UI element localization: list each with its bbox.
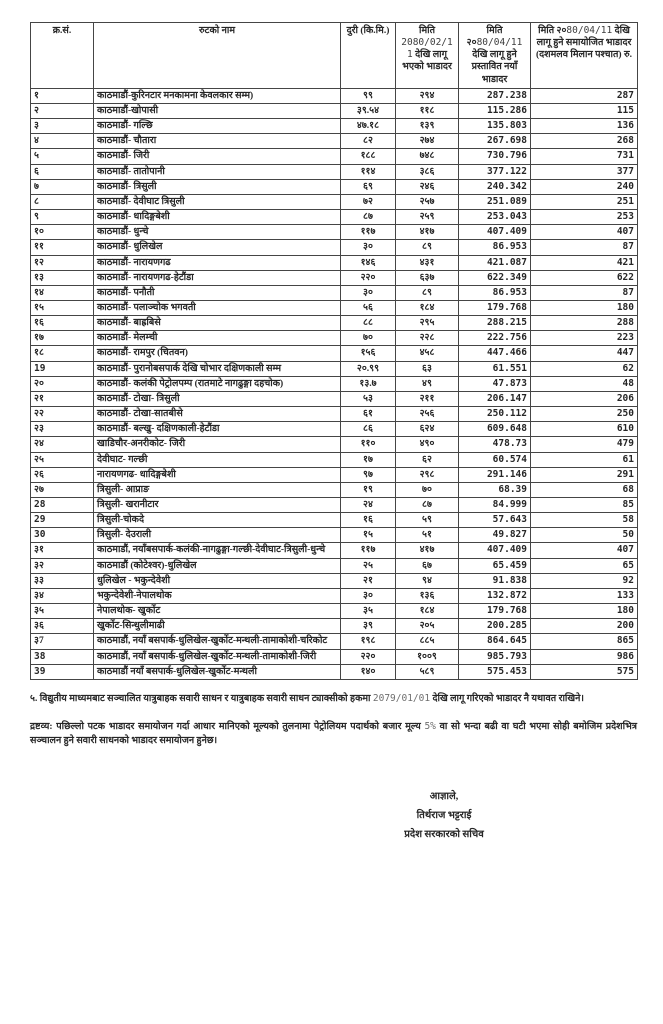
serial-number: ३२ xyxy=(31,558,94,573)
serial-number: २६ xyxy=(31,467,94,482)
serial-number: २४ xyxy=(31,437,94,452)
distance-km: ९९ xyxy=(341,88,396,103)
distance-km: २२० xyxy=(341,649,396,664)
route-name: काठमाडौं- मेलम्ची xyxy=(94,331,341,346)
table-row xyxy=(31,558,638,573)
distance-km: ११७ xyxy=(341,225,396,240)
old-fare: २९४ xyxy=(396,88,459,103)
column-header: क्र.सं. xyxy=(31,23,94,89)
adjusted-fare: 65 xyxy=(531,558,638,573)
proposed-fare: 86.953 xyxy=(459,285,531,300)
serial-number: 19 xyxy=(31,361,94,376)
distance-km: १९ xyxy=(341,482,396,497)
adjusted-fare: 288 xyxy=(531,316,638,331)
adjusted-fare: 133 xyxy=(531,588,638,603)
serial-number: २० xyxy=(31,376,94,391)
proposed-fare: 253.043 xyxy=(459,210,531,225)
old-fare: ३८६ xyxy=(396,164,459,179)
column-header: मिति 2080/02/11 देखि लागू भएको भाडादर xyxy=(396,23,459,89)
serial-number: १४ xyxy=(31,285,94,300)
old-fare: ७४८ xyxy=(396,149,459,164)
footnote-marker: ५. xyxy=(30,693,40,704)
distance-km: ८६ xyxy=(341,422,396,437)
distance-km: ८७ xyxy=(341,210,396,225)
serial-number: 39 xyxy=(31,664,94,679)
fare-table xyxy=(30,22,638,680)
table-row xyxy=(31,452,638,467)
table-row xyxy=(31,346,638,361)
table-row xyxy=(31,88,638,103)
route-name: काठमाडौं- बाह्रबिसे xyxy=(94,316,341,331)
table-row xyxy=(31,498,638,513)
adjusted-fare: 180 xyxy=(531,604,638,619)
table-row xyxy=(31,225,638,240)
adjusted-fare: 61 xyxy=(531,452,638,467)
serial-number: १२ xyxy=(31,255,94,270)
table-row xyxy=(31,240,638,255)
proposed-fare: 609.648 xyxy=(459,422,531,437)
adjusted-fare: 62 xyxy=(531,361,638,376)
proposed-fare: 206.147 xyxy=(459,391,531,406)
route-name: काठमाडौं, नयाँ बसपार्क-धुलिखेल-खुर्कोट-मन्थली-तामाकोशी-जिरी xyxy=(94,649,341,664)
proposed-fare: 575.453 xyxy=(459,664,531,679)
old-fare: ६७ xyxy=(396,558,459,573)
distance-km: ५६ xyxy=(341,300,396,315)
old-fare: ४३१ xyxy=(396,255,459,270)
column-header: रुटको नाम xyxy=(94,23,341,89)
table-row xyxy=(31,179,638,194)
distance-km: १८८ xyxy=(341,149,396,164)
distance-km: ६९ xyxy=(341,179,396,194)
column-header: मिति २०80/04/11 देखि लागू हुने प्रस्तावित नयाँ भाडादर xyxy=(459,23,531,89)
old-fare: ९४ xyxy=(396,573,459,588)
route-name: काठमाडौं- धादिङ्गबेशी xyxy=(94,210,341,225)
table-row xyxy=(31,316,638,331)
adjusted-fare: 206 xyxy=(531,391,638,406)
distance-km: ११० xyxy=(341,437,396,452)
proposed-fare: 291.146 xyxy=(459,467,531,482)
serial-number: २ xyxy=(31,103,94,118)
proposed-fare: 407.409 xyxy=(459,543,531,558)
route-name: काठमाडौं- पनौती xyxy=(94,285,341,300)
old-fare: १८४ xyxy=(396,300,459,315)
table-row xyxy=(31,331,638,346)
distance-km: ९७ xyxy=(341,467,396,482)
route-name: काठमाडौं (कोटेश्वर)-धुलिखेल xyxy=(94,558,341,573)
route-name: काठमाडौं- त्रिसुली xyxy=(94,179,341,194)
distance-km: ७२ xyxy=(341,194,396,209)
old-fare: २११ xyxy=(396,391,459,406)
footnote: द्रष्टव्य: पछिल्लो पटक भाडादर समायोजन गर्दा आधार मानिएको मूल्यको तुलनामा पेट्रोलियम पदार्थको बजार मूल्य 5% वा सो भन्दा बढी वा घटी भएमा सोही बमोजिम प्रदेशभित्र सञ्चालन हुने सवारी साधनको भाडादर समायोजन हुनेछ। xyxy=(30,720,637,747)
table-row xyxy=(31,103,638,118)
old-fare: १८४ xyxy=(396,604,459,619)
proposed-fare: 135.803 xyxy=(459,119,531,134)
old-fare: ६२ xyxy=(396,452,459,467)
table-row xyxy=(31,149,638,164)
old-fare: ४१७ xyxy=(396,225,459,240)
old-fare: २४६ xyxy=(396,179,459,194)
proposed-fare: 240.342 xyxy=(459,179,531,194)
distance-km: २०.९९ xyxy=(341,361,396,376)
distance-km: १३.७ xyxy=(341,376,396,391)
adjusted-fare: 253 xyxy=(531,210,638,225)
proposed-fare: 222.756 xyxy=(459,331,531,346)
route-name: काठमाडौं- बल्खु- दक्षिणकाली-हेटौंडा xyxy=(94,422,341,437)
route-name: काठमाडौं- पुरानोबसपार्क देखि चोभार दक्षिणकाली सम्म xyxy=(94,361,341,376)
old-fare: २९५ xyxy=(396,316,459,331)
proposed-fare: 377.122 xyxy=(459,164,531,179)
route-name: काठमाडौं नयाँ बसपार्क-धुलिखेल-खुर्कोट-मन्थली xyxy=(94,664,341,679)
table-row xyxy=(31,164,638,179)
table-row xyxy=(31,407,638,422)
notes xyxy=(30,692,637,749)
serial-number: ६ xyxy=(31,164,94,179)
distance-km: ८८ xyxy=(341,316,396,331)
adjusted-fare: 250 xyxy=(531,407,638,422)
distance-km: ७० xyxy=(341,331,396,346)
route-name: त्रिसुली- देउराली xyxy=(94,528,341,543)
table-row xyxy=(31,634,638,649)
adjusted-fare: 610 xyxy=(531,422,638,437)
serial-number: ३५ xyxy=(31,604,94,619)
table-row xyxy=(31,467,638,482)
old-fare: ५१ xyxy=(396,528,459,543)
proposed-fare: 68.39 xyxy=(459,482,531,497)
signature-salutation: आज्ञाले, xyxy=(429,791,459,803)
serial-number: २२ xyxy=(31,407,94,422)
proposed-fare: 91.838 xyxy=(459,573,531,588)
table-row xyxy=(31,422,638,437)
route-name: त्रिसुली- आप्राङ xyxy=(94,482,341,497)
route-name: काठमाडौं-कुरिनटार मनकामना केवलकार सम्म) xyxy=(94,88,341,103)
signature-block xyxy=(369,787,519,844)
old-fare: ४९ xyxy=(396,376,459,391)
serial-number: २५ xyxy=(31,452,94,467)
serial-number: ३ xyxy=(31,119,94,134)
column-header: मिति २०80/04/11 देखि लागू हुने समायोजित भाडादर (दशमलव मिलान पश्चात) रु. xyxy=(531,23,638,89)
distance-km: ५३ xyxy=(341,391,396,406)
table-row xyxy=(31,210,638,225)
route-name: काठमाडौं- कलंकी पेट्रोलपम्प (रातमाटे नागढुङ्गा दहचोक) xyxy=(94,376,341,391)
distance-km: १७ xyxy=(341,452,396,467)
fare-table-body xyxy=(31,88,638,679)
adjusted-fare: 48 xyxy=(531,376,638,391)
distance-km: ३० xyxy=(341,240,396,255)
proposed-fare: 179.768 xyxy=(459,604,531,619)
route-name: काठमाडौं- धुलिखेल xyxy=(94,240,341,255)
old-fare: ६२४ xyxy=(396,422,459,437)
old-fare: ४१७ xyxy=(396,543,459,558)
route-name: खुर्कोट-सिन्धुलीमाढी xyxy=(94,619,341,634)
table-row xyxy=(31,664,638,679)
serial-number: १७ xyxy=(31,331,94,346)
serial-number: ११ xyxy=(31,240,94,255)
route-name: काठमाडौं- गल्छि xyxy=(94,119,341,134)
distance-km: १५ xyxy=(341,528,396,543)
route-name: काठमाडौं- धुन्चे xyxy=(94,225,341,240)
adjusted-fare: 291 xyxy=(531,467,638,482)
distance-km: ११७ xyxy=(341,543,396,558)
adjusted-fare: 447 xyxy=(531,346,638,361)
serial-number: १८ xyxy=(31,346,94,361)
old-fare: २५७ xyxy=(396,194,459,209)
signature-title: प्रदेश सरकारको सचिव xyxy=(404,829,484,841)
serial-number: ९ xyxy=(31,210,94,225)
old-fare: २२८ xyxy=(396,331,459,346)
serial-number: १३ xyxy=(31,270,94,285)
table-row xyxy=(31,119,638,134)
distance-km: ३९ xyxy=(341,619,396,634)
adjusted-fare: 240 xyxy=(531,179,638,194)
table-row xyxy=(31,285,638,300)
fare-table-header xyxy=(31,23,638,89)
adjusted-fare: 407 xyxy=(531,225,638,240)
adjusted-fare: 115 xyxy=(531,103,638,118)
route-name: भकुन्देवेशी-नेपालथोक xyxy=(94,588,341,603)
table-row xyxy=(31,588,638,603)
table-row xyxy=(31,619,638,634)
old-fare: २७४ xyxy=(396,134,459,149)
table-row xyxy=(31,134,638,149)
old-fare: २५६ xyxy=(396,407,459,422)
proposed-fare: 115.286 xyxy=(459,103,531,118)
serial-number: ३7 xyxy=(31,634,94,649)
route-name: काठमाडौं- टोखा-सातबीसे xyxy=(94,407,341,422)
distance-km: २५ xyxy=(341,558,396,573)
old-fare: ६३ xyxy=(396,361,459,376)
adjusted-fare: 92 xyxy=(531,573,638,588)
adjusted-fare: 268 xyxy=(531,134,638,149)
distance-km: ३९.५४ xyxy=(341,103,396,118)
serial-number: 28 xyxy=(31,498,94,513)
table-row xyxy=(31,573,638,588)
serial-number: ३४ xyxy=(31,588,94,603)
distance-km: २१ xyxy=(341,573,396,588)
adjusted-fare: 622 xyxy=(531,270,638,285)
old-fare: १३९ xyxy=(396,119,459,134)
old-fare: ८९ xyxy=(396,240,459,255)
table-row xyxy=(31,437,638,452)
column-header: दुरी (कि.मि.) xyxy=(341,23,396,89)
table-row xyxy=(31,255,638,270)
route-name: काठमाडौं-खोपासी xyxy=(94,103,341,118)
table-row xyxy=(31,300,638,315)
serial-number: ४ xyxy=(31,134,94,149)
serial-number: २७ xyxy=(31,482,94,497)
adjusted-fare: 986 xyxy=(531,649,638,664)
adjusted-fare: 575 xyxy=(531,664,638,679)
route-name: काठमाडौं- नारायणगढ xyxy=(94,255,341,270)
proposed-fare: 407.409 xyxy=(459,225,531,240)
distance-km: ३५ xyxy=(341,604,396,619)
adjusted-fare: 87 xyxy=(531,285,638,300)
serial-number: २१ xyxy=(31,391,94,406)
proposed-fare: 287.238 xyxy=(459,88,531,103)
route-name: देवीघाट- गल्छी xyxy=(94,452,341,467)
route-name: नारायणगढ- धादिङ्गबेशी xyxy=(94,467,341,482)
proposed-fare: 864.645 xyxy=(459,634,531,649)
proposed-fare: 421.087 xyxy=(459,255,531,270)
distance-km: ६१ xyxy=(341,407,396,422)
adjusted-fare: 287 xyxy=(531,88,638,103)
route-name: काठमाडौं- जिरी xyxy=(94,149,341,164)
proposed-fare: 251.089 xyxy=(459,194,531,209)
serial-number: २३ xyxy=(31,422,94,437)
route-name: काठमाडौं- रामपुर (चितवन) xyxy=(94,346,341,361)
serial-number: ३१ xyxy=(31,543,94,558)
proposed-fare: 179.768 xyxy=(459,300,531,315)
adjusted-fare: 407 xyxy=(531,543,638,558)
proposed-fare: 49.827 xyxy=(459,528,531,543)
old-fare: ८९ xyxy=(396,285,459,300)
serial-number: ५ xyxy=(31,149,94,164)
distance-km: ४७.१८ xyxy=(341,119,396,134)
serial-number: ८ xyxy=(31,194,94,209)
old-fare: ११८ xyxy=(396,103,459,118)
old-fare: ५९ xyxy=(396,513,459,528)
route-name: काठमाडौं, नयाँबसपार्क-कलंकी-नागढुङ्गा-गल्छी-देवीघाट-त्रिसुली-धुन्चे xyxy=(94,543,341,558)
distance-km: २४ xyxy=(341,498,396,513)
adjusted-fare: 731 xyxy=(531,149,638,164)
serial-number: 29 xyxy=(31,513,94,528)
old-fare: २५९ xyxy=(396,210,459,225)
proposed-fare: 200.285 xyxy=(459,619,531,634)
fare-table-header-row xyxy=(31,23,638,89)
distance-km: १६ xyxy=(341,513,396,528)
proposed-fare: 288.215 xyxy=(459,316,531,331)
table-row xyxy=(31,194,638,209)
table-row xyxy=(31,649,638,664)
serial-number: ३६ xyxy=(31,619,94,634)
old-fare: ६३७ xyxy=(396,270,459,285)
proposed-fare: 84.999 xyxy=(459,498,531,513)
distance-km: १४६ xyxy=(341,255,396,270)
adjusted-fare: 136 xyxy=(531,119,638,134)
proposed-fare: 57.643 xyxy=(459,513,531,528)
old-fare: २९८ xyxy=(396,467,459,482)
serial-number: ७ xyxy=(31,179,94,194)
adjusted-fare: 68 xyxy=(531,482,638,497)
proposed-fare: 267.698 xyxy=(459,134,531,149)
proposed-fare: 60.574 xyxy=(459,452,531,467)
proposed-fare: 447.466 xyxy=(459,346,531,361)
distance-km: ३० xyxy=(341,588,396,603)
proposed-fare: 250.112 xyxy=(459,407,531,422)
table-row xyxy=(31,528,638,543)
proposed-fare: 622.349 xyxy=(459,270,531,285)
adjusted-fare: 85 xyxy=(531,498,638,513)
table-row xyxy=(31,376,638,391)
distance-km: २२० xyxy=(341,270,396,285)
proposed-fare: 985.793 xyxy=(459,649,531,664)
proposed-fare: 47.873 xyxy=(459,376,531,391)
serial-number: १० xyxy=(31,225,94,240)
old-fare: ८७ xyxy=(396,498,459,513)
old-fare: ५८९ xyxy=(396,664,459,679)
distance-km: १५६ xyxy=(341,346,396,361)
table-row xyxy=(31,391,638,406)
old-fare: ४५८ xyxy=(396,346,459,361)
old-fare: ८८५ xyxy=(396,634,459,649)
distance-km: १४० xyxy=(341,664,396,679)
distance-km: ३० xyxy=(341,285,396,300)
proposed-fare: 61.551 xyxy=(459,361,531,376)
adjusted-fare: 50 xyxy=(531,528,638,543)
old-fare: ७० xyxy=(396,482,459,497)
adjusted-fare: 865 xyxy=(531,634,638,649)
distance-km: ११४ xyxy=(341,164,396,179)
adjusted-fare: 58 xyxy=(531,513,638,528)
proposed-fare: 132.872 xyxy=(459,588,531,603)
old-fare: ४९० xyxy=(396,437,459,452)
serial-number: १५ xyxy=(31,300,94,315)
signature-name: तिर्थराज भट्टराई xyxy=(416,810,472,822)
serial-number: 30 xyxy=(31,528,94,543)
proposed-fare: 86.953 xyxy=(459,240,531,255)
adjusted-fare: 87 xyxy=(531,240,638,255)
adjusted-fare: 479 xyxy=(531,437,638,452)
table-row xyxy=(31,543,638,558)
route-name: काठमाडौं- चौतारा xyxy=(94,134,341,149)
table-row xyxy=(31,270,638,285)
footnote: ५. विद्युतीय माध्यमबाट सञ्चालित यात्रुबाहक सवारी साधन र यात्रुबाहक सवारी साधन ट्याक्सीको हकमा 2079/01/01 देखि लागू गरिएको भाडादर नै यथावत राखिने। xyxy=(30,692,585,704)
route-name: काठमाडौं, नयाँ बसपार्क-धुलिखेल-खुर्कोट-मन्थली-तामाकोशी-चरिकोट xyxy=(94,634,341,649)
route-name: काठमाडौं- टोखा- त्रिसुली xyxy=(94,391,341,406)
route-name: नेपालथोक- खुर्कोट xyxy=(94,604,341,619)
distance-km: १९८ xyxy=(341,634,396,649)
route-name: काठमाडौं- पलाञ्चोक भगवती xyxy=(94,300,341,315)
old-fare: १००९ xyxy=(396,649,459,664)
distance-km: ८२ xyxy=(341,134,396,149)
serial-number: १६ xyxy=(31,316,94,331)
route-name: त्रिसुली-चोकदे xyxy=(94,513,341,528)
route-name: धुलिखेल - भकुन्देवेशी xyxy=(94,573,341,588)
footnote-marker: द्रष्टव्य: xyxy=(30,721,57,732)
route-name: खाडिचौर-अनरीकोट- जिरी xyxy=(94,437,341,452)
route-name: काठमाडौं- देवीघाट त्रिसुली xyxy=(94,194,341,209)
table-row xyxy=(31,513,638,528)
adjusted-fare: 377 xyxy=(531,164,638,179)
proposed-fare: 478.73 xyxy=(459,437,531,452)
adjusted-fare: 421 xyxy=(531,255,638,270)
serial-number: १ xyxy=(31,88,94,103)
adjusted-fare: 200 xyxy=(531,619,638,634)
old-fare: १३६ xyxy=(396,588,459,603)
table-row xyxy=(31,482,638,497)
route-name: त्रिसुली- खरानीटार xyxy=(94,498,341,513)
route-name: काठमाडौं- तातोपानी xyxy=(94,164,341,179)
old-fare: २०५ xyxy=(396,619,459,634)
route-name: काठमाडौं- नारायणगढ-हेटौंडा xyxy=(94,270,341,285)
adjusted-fare: 180 xyxy=(531,300,638,315)
proposed-fare: 65.459 xyxy=(459,558,531,573)
table-row xyxy=(31,604,638,619)
serial-number: ३३ xyxy=(31,573,94,588)
adjusted-fare: 251 xyxy=(531,194,638,209)
proposed-fare: 730.796 xyxy=(459,149,531,164)
serial-number: 38 xyxy=(31,649,94,664)
adjusted-fare: 223 xyxy=(531,331,638,346)
table-row xyxy=(31,361,638,376)
